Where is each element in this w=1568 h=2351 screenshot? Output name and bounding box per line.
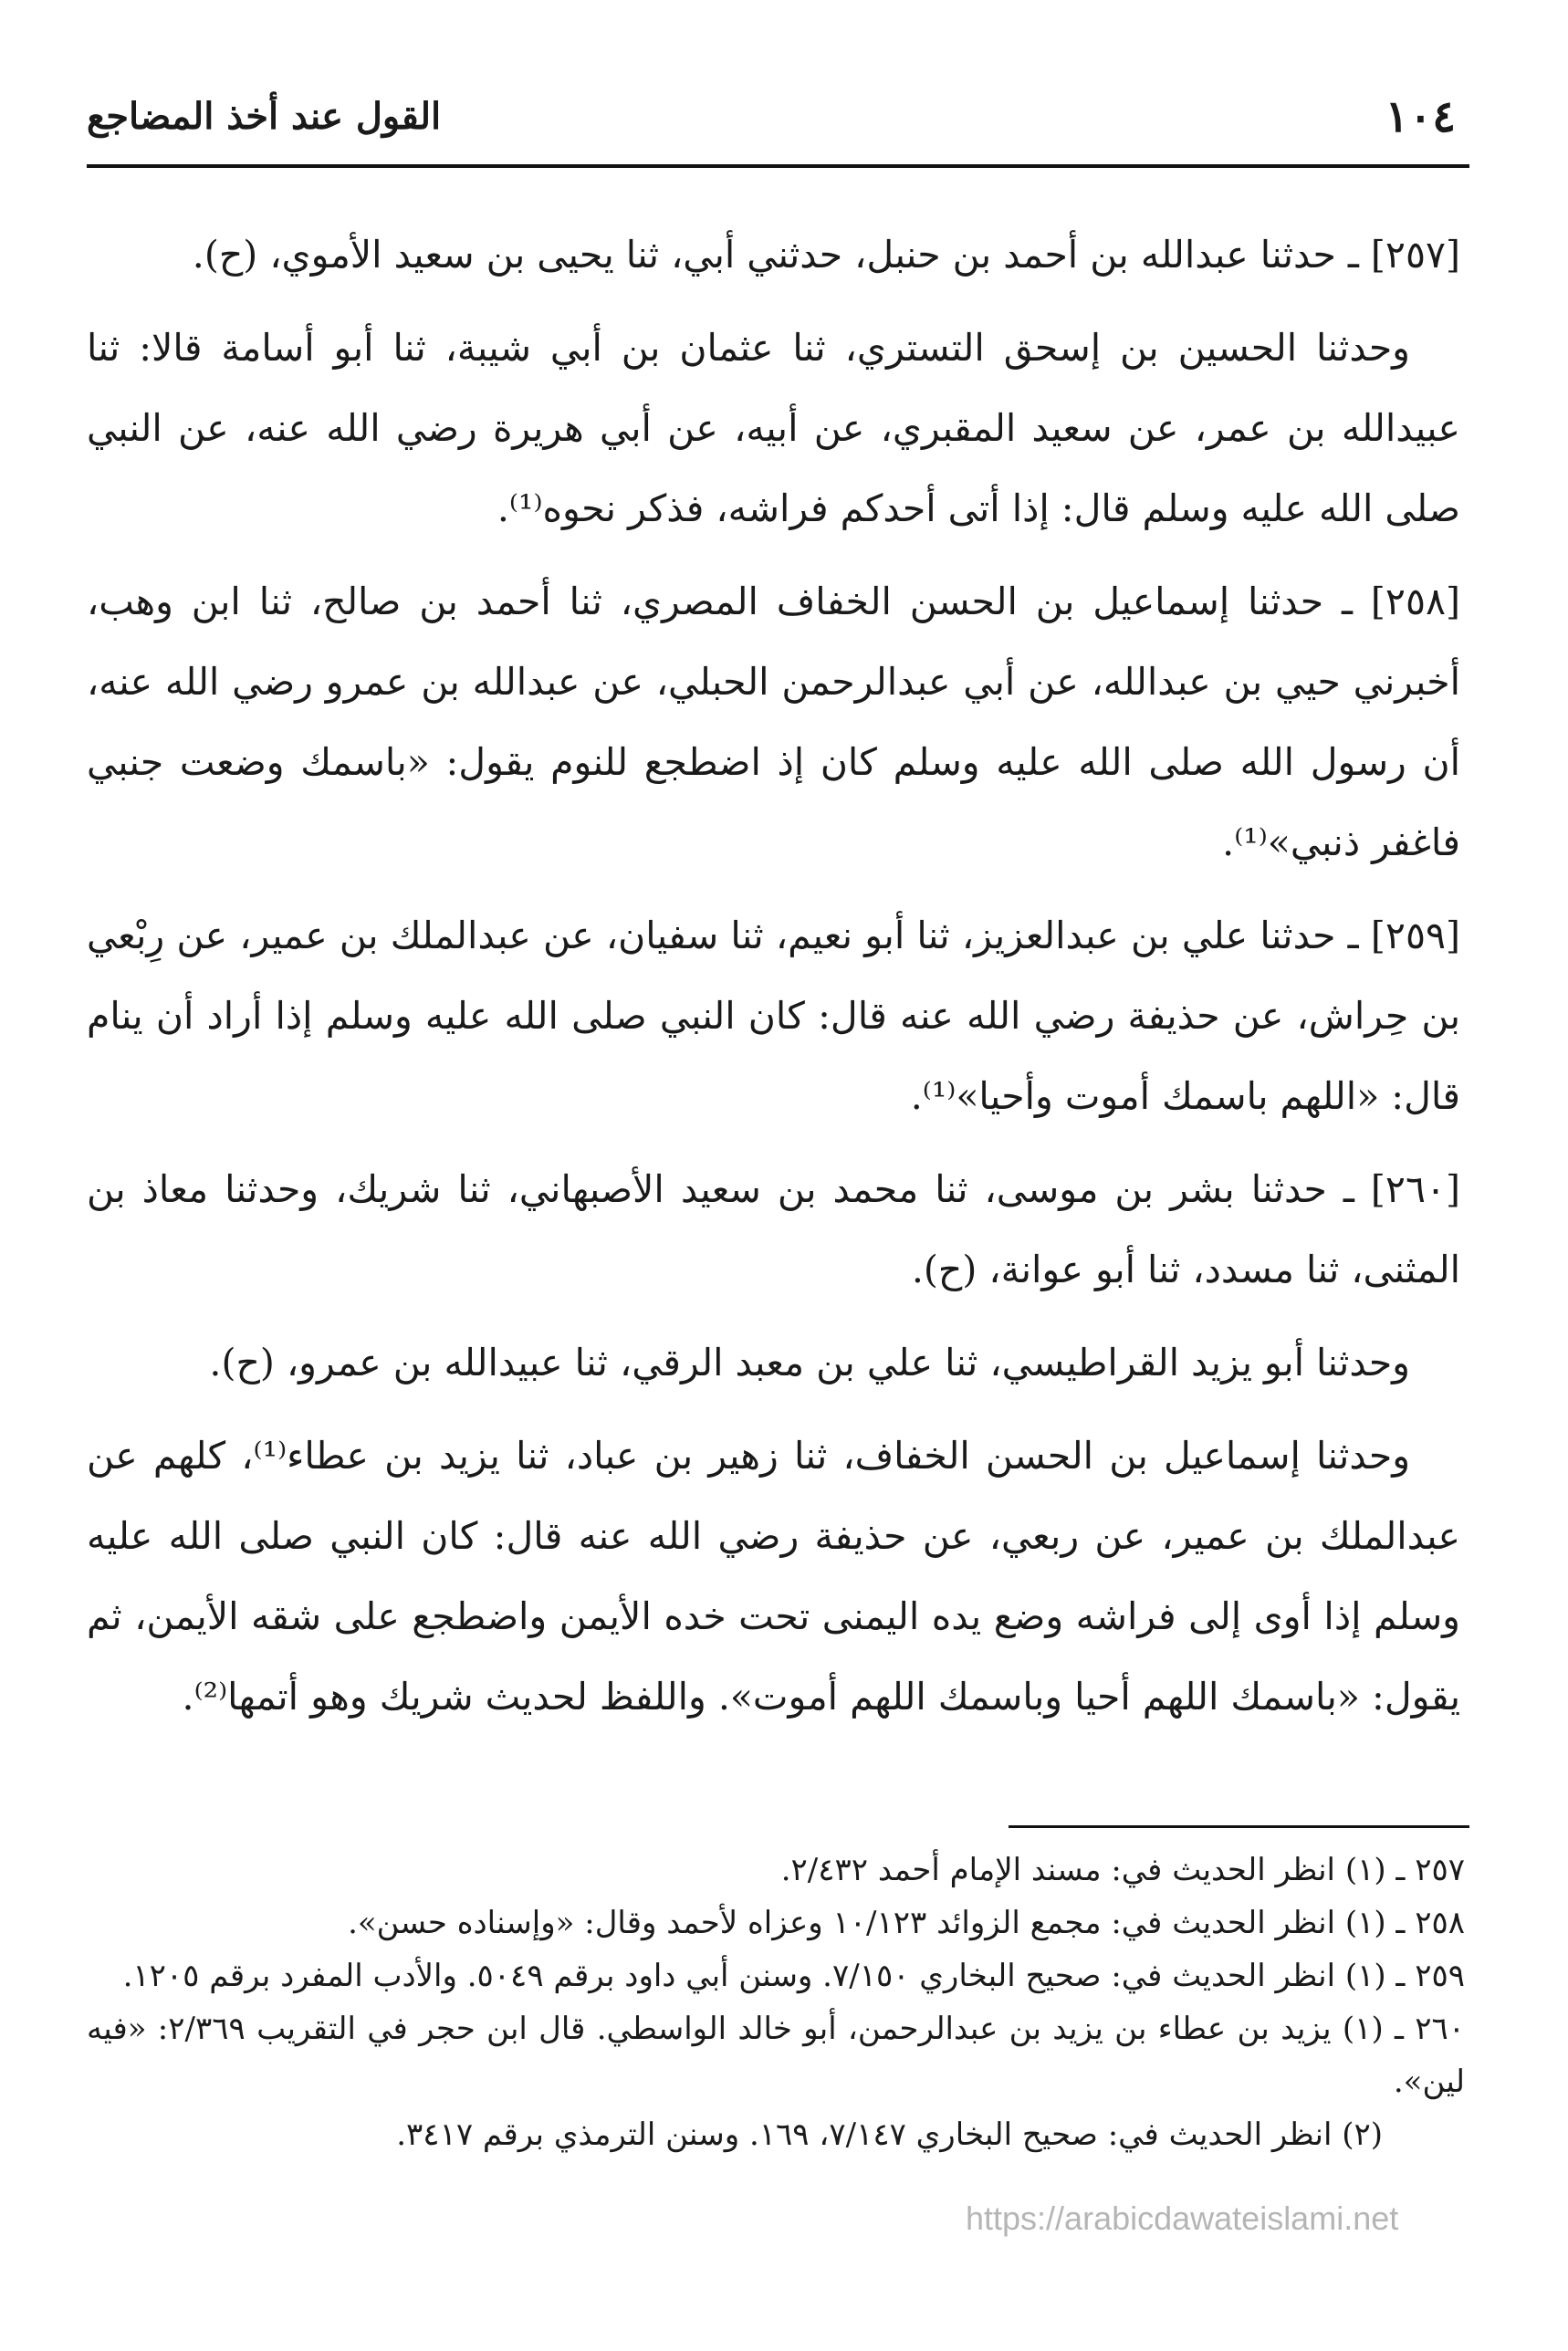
main-text bbox=[87, 214, 1460, 1750]
hadith-260-chain-3: وحدثنا إسماعيل بن الحسن الخفاف، ثنا زهير بن عباد، ثنا يزيد بن عطاء⁽¹⁾، كلهم عن عبدالملك بن عمير، عن ربعي، عن حذيفة رضي الله عنه قال: كان النبي صلى الله عليه وسلم إذا أوى إلى فراشه وضع يده اليمنى تحت خده الأيمن واضطجع على شقه الأيمن، ثم يقول: «باسمك اللهم أحيا وباسمك اللهم أموت». واللفظ لحديث شريك وهو أتمها⁽²⁾. bbox=[87, 1434, 1460, 1719]
hadith-260: [٢٦٠] ـ حدثنا بشر بن موسى، ثنا محمد بن سعيد الأصبهاني، ثنا شريك، وحدثنا معاذ بن المثنى، ثنا مسدد، ثنا أبو عوانة، (ح). bbox=[87, 1167, 1460, 1291]
page-header bbox=[87, 91, 1456, 155]
hadith-257-chain: وحدثنا الحسين بن إسحق التستري، ثنا عثمان بن أبي شيبة، ثنا أبو أسامة قالا: ثنا عبيدالله بن عمر، عن سعيد المقبري، عن أبيه، عن أبي هريرة رضي الله عنه، عن النبي صلى الله عليه وسلم قال: إذا أتى أحدكم فراشه، فذكر نحوه⁽¹⁾. bbox=[87, 326, 1460, 530]
running-title: القول عند أخذ المضاجع bbox=[87, 95, 442, 138]
footnote-260-2: (٢) انظر الحديث في: صحيح البخاري ٧/١٤٧، ١٦٩. وسنن الترمذي برقم ٣٤١٧. bbox=[396, 2116, 1383, 2153]
hadith-259: [٢٥٩] ـ حدثنا علي بن عبدالعزيز، ثنا أبو نعيم، ثنا سفيان، عن عبدالملك بن عمير، عن رِبْعي بن حِراش، عن حذيفة رضي الله عنه قال: كان النبي صلى الله عليه وسلم إذا أراد أن ينام قال: «اللهم باسمك أموت وأحيا»⁽¹⁾. bbox=[87, 914, 1460, 1118]
footnote-257: ٢٥٧ ـ (١) انظر الحديث في: مسند الإمام أحمد ٢/٤٣٢. bbox=[780, 1852, 1465, 1888]
hadith-258: [٢٥٨] ـ حدثنا إسماعيل بن الحسن الخفاف المصري، ثنا أحمد بن صالح، ثنا ابن وهب، أخبرني حيي بن عبدالله، عن أبي عبدالرحمن الحبلي، عن عبدالله بن عمرو رضي الله عنه، أن رسول الله صلى الله عليه وسلم كان إذ اضطجع للنوم يقول: «باسمك وضعت جنبي فاغفر ذنبي»⁽¹⁾. bbox=[87, 580, 1460, 864]
watermark: https://arabicdawateislami.net bbox=[966, 2199, 1399, 2237]
hadith-257: [٢٥٧] ـ حدثنا عبدالله بن أحمد بن حنبل، حدثني أبي، ثنا يحيى بن سعيد الأموي، (ح). bbox=[192, 233, 1460, 277]
hadith-260-chain-2: وحدثنا أبو يزيد القراطيسي، ثنا علي بن معبد الرقي، ثنا عبيدالله بن عمرو، (ح). bbox=[209, 1341, 1410, 1384]
page-number: ١٠٤ bbox=[1385, 91, 1456, 142]
footnote-258: ٢٥٨ ـ (١) انظر الحديث في: مجمع الزوائد ١٠/١٢٣ وعزاه لأحمد وقال: «وإسناده حسن». bbox=[348, 1905, 1465, 1941]
footnote-259: ٢٥٩ ـ (١) انظر الحديث في: صحيح البخاري ٧/١٥٠. وسنن أبي داود برقم ٥٠٤٩. والأدب المفرد برقم ١٢٠٥. bbox=[122, 1958, 1465, 1994]
footnote-260-1: ٢٦٠ ـ (١) يزيد بن عطاء بن يزيد بن عبدالرحمن، أبو خالد الواسطي. قال ابن حجر في التقريب ٢/٣٦٩: «فيه لين». bbox=[87, 2011, 1465, 2100]
footnote-rule bbox=[1009, 1825, 1469, 1828]
header-rule bbox=[87, 164, 1469, 168]
footnotes bbox=[87, 1844, 1465, 2161]
